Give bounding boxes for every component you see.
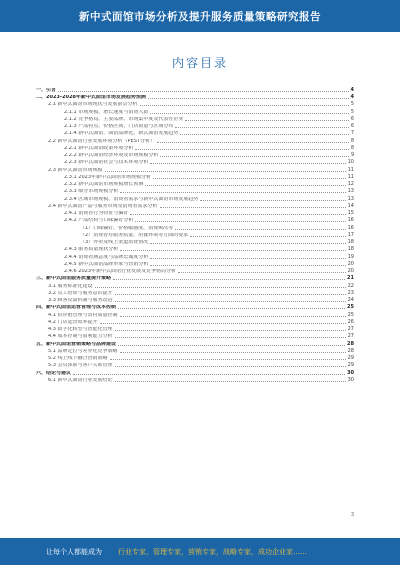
toc-leader-dots xyxy=(130,214,345,215)
toc-entry-label: 2.4.6 2023年新中式面馆行业发展及竞争格局分析 xyxy=(64,269,177,274)
toc-entry-page: 13 xyxy=(347,188,354,195)
toc-leader-dots xyxy=(150,163,345,164)
toc-entry[interactable] xyxy=(36,362,354,369)
toc-entry-page: 11 xyxy=(347,166,354,173)
table-of-contents xyxy=(36,86,354,536)
toc-entry[interactable] xyxy=(36,376,354,383)
toc-entry-page: 29 xyxy=(347,362,354,369)
toc-entry-label: 2.1.3 产品特点、价格区间、门店数量与区域分布 xyxy=(64,124,174,129)
toc-entry-page: 14 xyxy=(347,202,354,209)
toc-entry[interactable] xyxy=(36,304,354,311)
toc-entry-label: 3.1 服务标准化建设 xyxy=(48,283,93,289)
toc-leader-dots xyxy=(175,127,348,128)
toc-entry[interactable] xyxy=(36,115,354,122)
toc-leader-dots xyxy=(180,134,348,135)
toc-entry-page: 18 xyxy=(347,239,354,245)
toc-entry-label: 3.2 员工培训与服务意识提升 xyxy=(48,290,113,296)
toc-entry-page: 7 xyxy=(350,130,354,137)
report-header-bar xyxy=(0,0,400,32)
toc-leader-dots xyxy=(200,200,345,201)
toc-entry-page: 11 xyxy=(347,173,354,180)
toc-entry[interactable] xyxy=(36,86,354,93)
toc-entry[interactable] xyxy=(36,224,354,231)
footer-slogan-lead: 让每个人都能成为 xyxy=(46,547,102,556)
toc-entry-page: 4 xyxy=(350,94,354,100)
toc-entry-label: 三、新中式面馆服务质量提升策略 xyxy=(36,276,112,282)
toc-entry[interactable] xyxy=(36,151,354,158)
toc-leader-dots xyxy=(105,171,346,172)
toc-entry[interactable] xyxy=(36,209,354,216)
toc-entry-page: 27 xyxy=(347,326,354,332)
toc-entry[interactable] xyxy=(36,173,354,180)
toc-entry-page: 28 xyxy=(347,340,354,347)
toc-entry[interactable] xyxy=(36,275,354,282)
toc-entry[interactable] xyxy=(36,282,354,289)
toc-entry-page: 27 xyxy=(347,333,354,340)
toc-entry-page: 5 xyxy=(350,108,354,115)
toc-entry-page: 8 xyxy=(350,137,354,144)
toc-entry-label: 2.1.1 市场规模、增长速度与消费人群 xyxy=(64,109,149,115)
toc-entry[interactable] xyxy=(36,166,354,173)
toc-leader-dots xyxy=(115,381,346,382)
toc-entry-label: 四、新中式面馆运营管理与成本控制 xyxy=(36,305,117,311)
toc-entry-label: 2.3 新中式面馆市场规模 xyxy=(48,167,103,173)
toc-leader-dots xyxy=(118,345,345,346)
toc-entry-label: 2.3.3 细分市场规模分析 xyxy=(64,189,119,195)
toc-entry-page: 22 xyxy=(347,282,354,289)
toc-entry-label: 4.2 门店运营效率提升 xyxy=(48,319,98,325)
toc-entry-page: 6 xyxy=(350,115,354,122)
toc-entry-label: 4.3 数字化转型与智能化管理 xyxy=(48,327,113,332)
report-title: 新中式面馆市场分析及提升服务质量策略研究报告 xyxy=(79,10,321,23)
toc-entry-page: 15 xyxy=(347,210,354,216)
toc-entry-page: 28 xyxy=(347,347,354,354)
toc-entry-label: 2.3.1 2023年新中式面馆市场规模分析 xyxy=(64,174,152,180)
toc-entry-label: 2.4.4 消费者满意度与品牌忠诚度分析 xyxy=(64,254,149,260)
toc-entry[interactable] xyxy=(36,296,354,303)
toc-entry[interactable] xyxy=(36,122,354,129)
toc-entry-label: 2.2.1 新中式面馆政策环境分析 xyxy=(64,145,134,151)
toc-entry-page: 21 xyxy=(347,275,354,282)
toc-leader-dots xyxy=(120,352,346,353)
toc-entry[interactable] xyxy=(36,217,354,224)
toc-entry-label: 2.3.2 新中式面馆市场规模增长预测 xyxy=(64,182,144,187)
toc-entry-label: 2.4.1 消费者行为特征与偏好 xyxy=(64,211,129,216)
toc-leader-dots xyxy=(120,250,345,251)
toc-leader-dots xyxy=(148,98,349,99)
toc-entry[interactable] xyxy=(36,267,354,274)
toc-entry-label: 6.1 新中式面馆行业发展结论 xyxy=(48,377,113,383)
toc-entry-page: 16 xyxy=(347,224,354,231)
toc-entry-page: 8 xyxy=(350,144,354,151)
toc-entry-page: 30 xyxy=(347,376,354,383)
toc-leader-dots xyxy=(58,91,349,92)
toc-leader-dots xyxy=(115,366,346,367)
toc-entry[interactable] xyxy=(36,318,354,325)
toc-entry-page: 20 xyxy=(347,260,354,267)
toc-leader-dots xyxy=(118,308,345,309)
toc-entry-label: 2.1.4 新中式面馆、面馆品牌化、新式面馆发展趋势 xyxy=(64,131,179,137)
toc-leader-dots xyxy=(190,236,345,237)
toc-entry[interactable] xyxy=(36,144,354,151)
toc-entry-label: 5.3 会员体系与客户关系管理 xyxy=(48,363,113,369)
toc-entry-page: 5 xyxy=(350,101,354,108)
toc-heading: 内容目录 xyxy=(171,56,228,70)
toc-entry-label: 2.1.2 竞争格局、主要品牌、市场集中度及代表性企业 xyxy=(64,116,184,122)
toc-entry-page: 19 xyxy=(347,253,354,260)
toc-leader-dots xyxy=(135,149,348,150)
toc-entry-label: 5.2 线上线下融合营销策略 xyxy=(48,356,108,361)
toc-entry-label: 5.1 品牌定位与差异化竞争策略 xyxy=(48,348,118,354)
toc-entry-label: （2）消费者对服务质量、用餐环境等方面的要求 xyxy=(80,232,189,238)
toc-entry-page: 25 xyxy=(347,304,354,311)
toc-leader-dots xyxy=(115,294,346,295)
toc-leader-dots xyxy=(153,178,346,179)
toc-leader-dots xyxy=(115,337,346,338)
toc-entry[interactable] xyxy=(36,325,354,332)
toc-entry[interactable] xyxy=(36,289,354,296)
toc-entry[interactable] xyxy=(36,130,354,137)
toc-leader-dots xyxy=(145,185,345,186)
toc-entry-label: 2.1 新中式面馆市场现状与发展前景分析 xyxy=(48,102,138,108)
toc-entry[interactable] xyxy=(36,253,354,260)
toc-entry[interactable] xyxy=(36,195,354,202)
toc-entry-page: 16 xyxy=(347,217,354,224)
toc-leader-dots xyxy=(150,258,345,259)
footer-slogan-tail: 行业专家，管理专家，营销专家，战略专家，成功企业家…… xyxy=(118,547,307,556)
page-number: 3 xyxy=(350,512,354,518)
toc-entry-page: 17 xyxy=(347,231,354,238)
toc-entry-label: 2.4.3 服务质量现状分析 xyxy=(64,247,119,253)
toc-leader-dots xyxy=(150,113,348,114)
toc-entry-label: 五、新中式面馆营销策略与品牌建设 xyxy=(36,341,117,347)
toc-entry-page: 12 xyxy=(347,181,354,187)
toc-entry-label: （1）口味偏好、价格敏感度、消费频次等 xyxy=(80,225,174,231)
toc-leader-dots xyxy=(135,221,345,222)
toc-entry[interactable] xyxy=(36,101,354,108)
toc-leader-dots xyxy=(120,192,345,193)
toc-entry-page: 10 xyxy=(347,159,354,166)
toc-entry[interactable] xyxy=(36,333,354,340)
toc-entry-label: 一、引言 xyxy=(36,87,57,93)
toc-entry[interactable] xyxy=(36,246,354,253)
toc-entry-page: 29 xyxy=(347,355,354,361)
toc-entry[interactable] xyxy=(36,93,354,100)
toc-entry-page: 24 xyxy=(347,297,354,303)
toc-entry-page: 20 xyxy=(347,268,354,274)
toc-leader-dots xyxy=(115,301,346,302)
toc-entry[interactable] xyxy=(36,347,354,354)
toc-entry[interactable] xyxy=(36,202,354,209)
toc-entry-label: （3）外卖及线上渠道消费情况 xyxy=(80,240,149,245)
toc-entry-page: 4 xyxy=(350,86,354,93)
toc-entry[interactable] xyxy=(36,260,354,267)
toc-leader-dots xyxy=(140,105,349,106)
toc-entry[interactable] xyxy=(36,340,354,347)
toc-entry-page: 18 xyxy=(347,246,354,253)
toc-entry-label: 2.2.2 新中式面馆经济环境及市场规模分析 xyxy=(64,153,159,158)
toc-entry-page: 23 xyxy=(347,289,354,296)
toc-leader-dots xyxy=(115,330,346,331)
footer-bar xyxy=(0,538,400,565)
toc-entry[interactable] xyxy=(36,354,354,361)
toc-entry[interactable] xyxy=(36,108,354,115)
toc-entry-label: 2.4.5 新中式面馆品牌形象与营销分析 xyxy=(64,261,149,267)
toc-entry[interactable] xyxy=(36,369,354,376)
toc-leader-dots xyxy=(160,207,346,208)
toc-entry[interactable] xyxy=(36,311,354,318)
toc-leader-dots xyxy=(95,287,346,288)
toc-entry-label: 4.1 供应链管理与食材质量控制 xyxy=(48,312,118,318)
toc-entry-page: 13 xyxy=(347,195,354,202)
toc-entry-page: 26 xyxy=(347,318,354,325)
toc-leader-dots xyxy=(120,316,346,317)
toc-entry-label: 2.4.2 产品结构与口味偏好分析 xyxy=(64,218,134,224)
toc-leader-dots xyxy=(185,120,348,121)
toc-entry[interactable] xyxy=(36,137,354,144)
toc-leader-dots xyxy=(178,272,346,273)
toc-leader-dots xyxy=(160,156,348,157)
toc-leader-dots xyxy=(73,374,345,375)
toc-entry-page: 30 xyxy=(347,369,354,376)
toc-leader-dots xyxy=(150,265,345,266)
toc-entry-label: 3.3 顾客反馈机制与服务改进 xyxy=(48,298,113,303)
toc-leader-dots xyxy=(113,279,345,280)
toc-entry[interactable] xyxy=(36,238,354,245)
toc-leader-dots xyxy=(157,142,349,143)
toc-leader-dots xyxy=(100,323,346,324)
toc-entry-label: 2.4 新中式面馆产品与服务市场及消费者需求分析 xyxy=(48,203,158,209)
toc-entry[interactable] xyxy=(36,188,354,195)
toc-entry-page: 9 xyxy=(350,152,354,158)
toc-entry-label: 4.4 成本控制与盈利能力分析 xyxy=(48,334,113,340)
toc-entry-label: 2.2.3 新中式面馆社会与技术环境分析 xyxy=(64,160,149,166)
toc-entry-label: 二、2023-2028年新中式面馆市场发展趋势预测 xyxy=(36,95,146,100)
toc-entry-label: 六、结论与建议 xyxy=(36,370,72,376)
toc-entry-page: 6 xyxy=(350,123,354,129)
toc-leader-dots xyxy=(175,229,345,230)
toc-entry[interactable] xyxy=(36,159,354,166)
toc-leader-dots xyxy=(110,359,346,360)
toc-entry-label: 2.2 新中式面馆行业发展环境分析（PEST分析） xyxy=(48,138,155,144)
toc-entry-page: 25 xyxy=(347,311,354,318)
toc-entry[interactable] xyxy=(36,231,354,238)
toc-leader-dots xyxy=(150,243,345,244)
toc-entry-label: 2.3.4 区域市场规模、消费者需求与新中式面馆市场发展趋势 xyxy=(64,196,199,202)
toc-entry[interactable] xyxy=(36,180,354,187)
